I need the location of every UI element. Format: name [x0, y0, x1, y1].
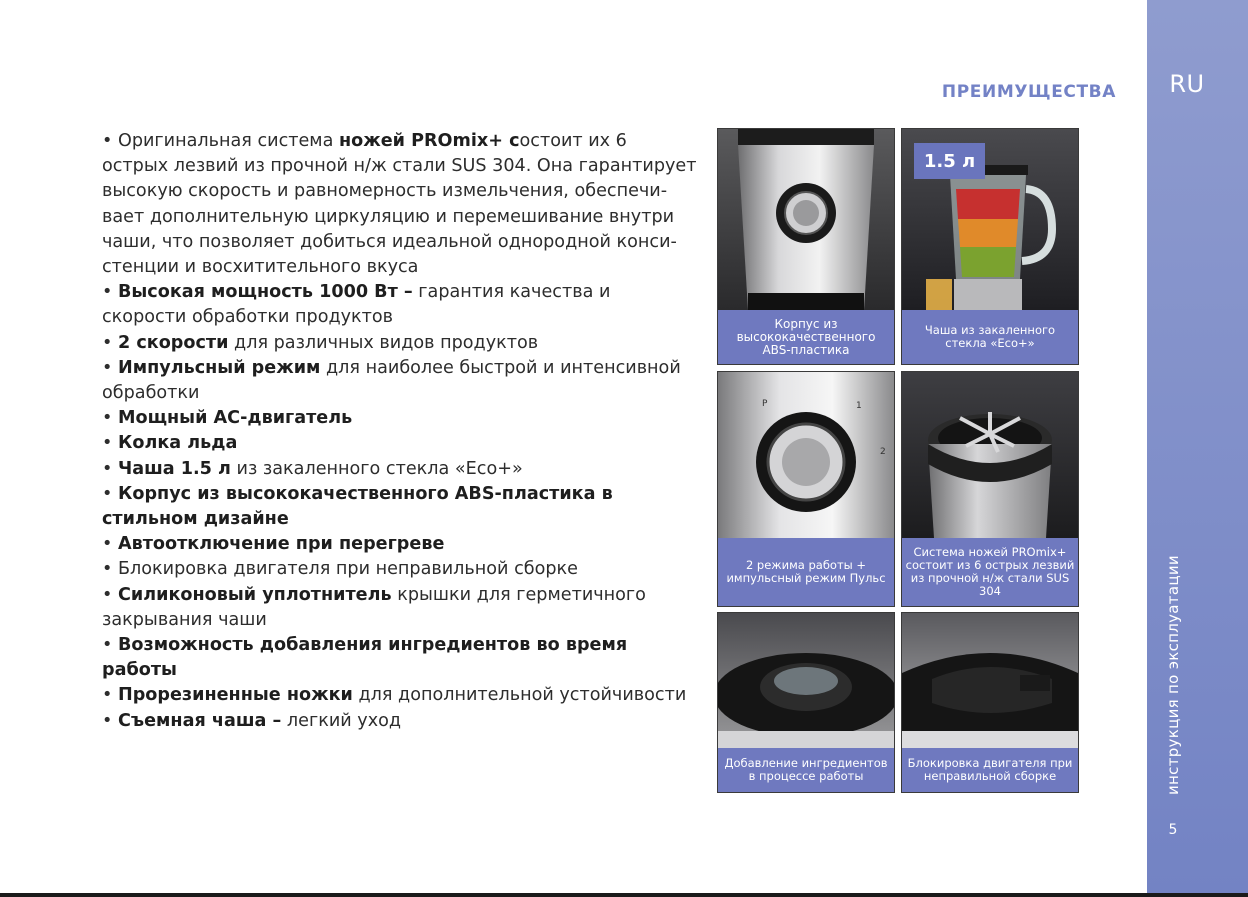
feature-item: • Блокировка двигателя при неправильной сборке: [102, 559, 578, 580]
feature-item: • Автоотключение при перегреве: [102, 534, 445, 555]
feature-item: • Чаша 1.5 л из закаленного стекла «Eco+»: [102, 458, 523, 479]
caption-body: Корпус из высококачественного ABS-пластика: [718, 310, 894, 364]
feature-item: • Импульсный режим для наиболее быстрой и интенсивной обработки: [102, 357, 681, 404]
photo-tile-lock: [901, 612, 1079, 793]
photo-tile-blades: [901, 371, 1079, 607]
feature-item: • Корпус из высококачественного ABS-пластика в стильном дизайне: [102, 483, 613, 530]
feature-item: • Высокая мощность 1000 Вт – гарантия качества и скорости обработки продуктов: [102, 282, 611, 328]
lid-photo: [718, 613, 894, 748]
photo-tile-knob: [717, 371, 895, 607]
caption-ingredients: Добавление ингредиентов в процессе работы: [718, 748, 894, 792]
photo-tile-jug: [901, 128, 1079, 365]
caption-lock: Блокировка двигателя при неправильной сборке: [902, 748, 1078, 792]
feature-item: • Съемная чаша – легкий уход: [102, 710, 402, 731]
feature-item: • 2 скорости для различных видов продуктов: [102, 332, 539, 353]
sidebar-strip: [1147, 0, 1248, 893]
manual-vertical-label: инструкция по эксплуатации: [1164, 555, 1182, 795]
features-list: [102, 129, 697, 734]
feature-item: • Силиконовый уплотнитель крышки для герметичного закрывания чаши: [102, 584, 646, 630]
caption-modes: 2 режима работы + импульсный режим Пульс: [718, 538, 894, 606]
caption-jug: Чаша из закаленного стекла «Eco+»: [902, 310, 1078, 364]
feature-item: • Прорезиненные ножки для дополнительной устойчивости: [102, 685, 687, 706]
control-knob-photo: [718, 372, 894, 538]
blender-body-photo: [718, 129, 894, 310]
lock-photo: [902, 613, 1078, 748]
volume-badge: 1.5 л: [914, 143, 985, 179]
svg-text:P: P: [762, 399, 768, 409]
blades-photo: [902, 372, 1078, 538]
feature-item: • Возможность добавления ингредиентов во время работы: [102, 635, 628, 681]
svg-text:1: 1: [856, 401, 862, 411]
photo-tile-lid: [717, 612, 895, 793]
page-number: 5: [1168, 822, 1178, 838]
photo-tile-body: [717, 128, 895, 365]
svg-text:2: 2: [880, 447, 886, 457]
feature-item: • Колка льда: [102, 433, 238, 454]
feature-item: • Оригинальная система ножей PROmix+ состоит их 6 острых лезвий из прочной н/ж стали SUS 304. Она гарантирует высокую скорость и равномерность измельчения, обеспечи-вает дополнительную циркуляцию и перемешивание внутри чаши, что позволяет добиться идеальной однородной конси-стенции и восхитительного вкуса: [102, 131, 697, 278]
caption-blades: Система ножей PROmix+ состоит из 6 острых лезвий из прочной н/ж стали SUS 304: [902, 538, 1078, 606]
section-title: ПРЕИМУЩЕСТВА: [941, 82, 1116, 102]
feature-item: • Мощный АС-двигатель: [102, 408, 353, 429]
bottom-rule: [0, 893, 1248, 897]
language-label: RU: [1169, 70, 1205, 98]
